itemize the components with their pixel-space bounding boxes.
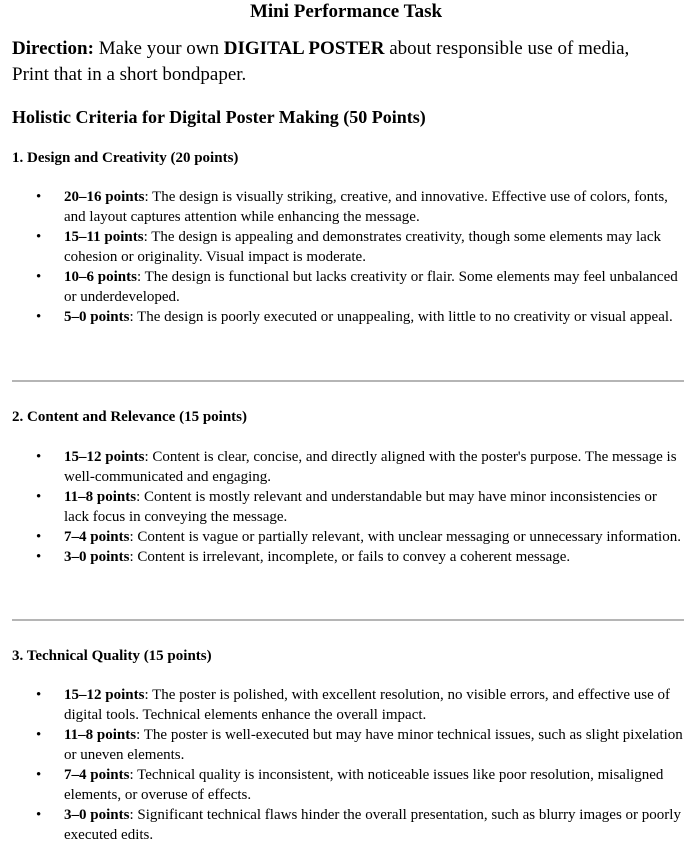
direction-label: Direction: <box>12 38 94 59</box>
page-title: Mini Performance Task <box>249 1 443 22</box>
list-item <box>0 187 692 227</box>
item-text: : The design is poorly executed or unappealing, with little to no creativity or visual appeal. <box>129 309 673 325</box>
list-item <box>0 765 692 805</box>
points-label: 20–16 points <box>64 189 145 205</box>
item-text: : The design is visually striking, creative, and innovative. Effective use of colors, fonts, and layout captures attention while enhancing the message. <box>64 189 668 225</box>
points-label: 7–4 points <box>64 767 130 783</box>
section-title-technical: 3. Technical Quality (15 points) <box>12 648 212 664</box>
list-item <box>0 685 692 725</box>
points-label: 15–11 points <box>64 229 144 245</box>
direction-paragraph <box>12 36 682 88</box>
section-list-design <box>0 187 692 327</box>
list-item <box>0 267 692 307</box>
item-text: : The design is functional but lacks creativity or flair. Some elements may feel unbalanced or underdeveloped. <box>64 269 678 305</box>
item-text: : The design is appealing and demonstrates creativity, though some elements may lack cohesion or originality. Visual impact is moderate. <box>64 229 661 265</box>
points-label: 3–0 points <box>64 807 130 823</box>
direction-line-2: Print that in a short bondpaper. <box>12 64 247 85</box>
list-item <box>0 487 692 527</box>
points-label: 11–8 points <box>64 727 137 743</box>
section-title-design: 1. Design and Creativity (20 points) <box>12 150 239 166</box>
section-divider <box>12 380 684 382</box>
points-label: 15–12 points <box>64 449 145 465</box>
item-text: : Significant technical flaws hinder the overall presentation, such as blurry images or poorly executed edits. <box>64 807 681 843</box>
direction-text-before: Make your own <box>98 38 220 59</box>
item-text: : Technical quality is inconsistent, with noticeable issues like poor resolution, misaligned elements, or overuse of effects. <box>64 767 664 803</box>
item-text: : The poster is well-executed but may have minor technical issues, such as slight pixelation or uneven elements. <box>64 727 683 763</box>
points-label: 11–8 points <box>64 489 137 505</box>
item-text: : Content is vague or partially relevant, with unclear messaging or unnecessary information. <box>129 529 681 545</box>
section-list-content <box>0 447 692 567</box>
direction-text-after: about responsible use of media, <box>389 38 630 59</box>
list-item <box>0 227 692 267</box>
list-item <box>0 547 692 567</box>
criteria-title: Holistic Criteria for Digital Poster Making (50 Points) <box>12 107 426 127</box>
item-text: : Content is mostly relevant and understandable but may have minor inconsistencies or lack focus in conveying the message. <box>64 489 657 525</box>
points-label: 15–12 points <box>64 687 145 703</box>
list-item <box>0 447 692 487</box>
item-text: : The poster is polished, with excellent resolution, no visible errors, and effective use of digital tools. Technical elements enhance the overall impact. <box>64 687 671 723</box>
direction-emphasis: DIGITAL POSTER <box>223 38 385 59</box>
section-title-content: 2. Content and Relevance (15 points) <box>12 409 247 425</box>
item-text: : Content is irrelevant, incomplete, or fails to convey a coherent message. <box>129 549 571 565</box>
points-label: 7–4 points <box>64 529 130 545</box>
item-text: : Content is clear, concise, and directly aligned with the poster's purpose. The message is well-communicated and engaging. <box>64 449 677 485</box>
list-item <box>0 805 692 845</box>
list-item <box>0 725 692 765</box>
points-label: 10–6 points <box>64 269 137 285</box>
section-list-technical <box>0 685 692 845</box>
points-label: 5–0 points <box>64 309 130 325</box>
list-item <box>0 307 692 327</box>
section-divider <box>12 619 684 621</box>
points-label: 3–0 points <box>64 549 130 565</box>
list-item <box>0 527 692 547</box>
